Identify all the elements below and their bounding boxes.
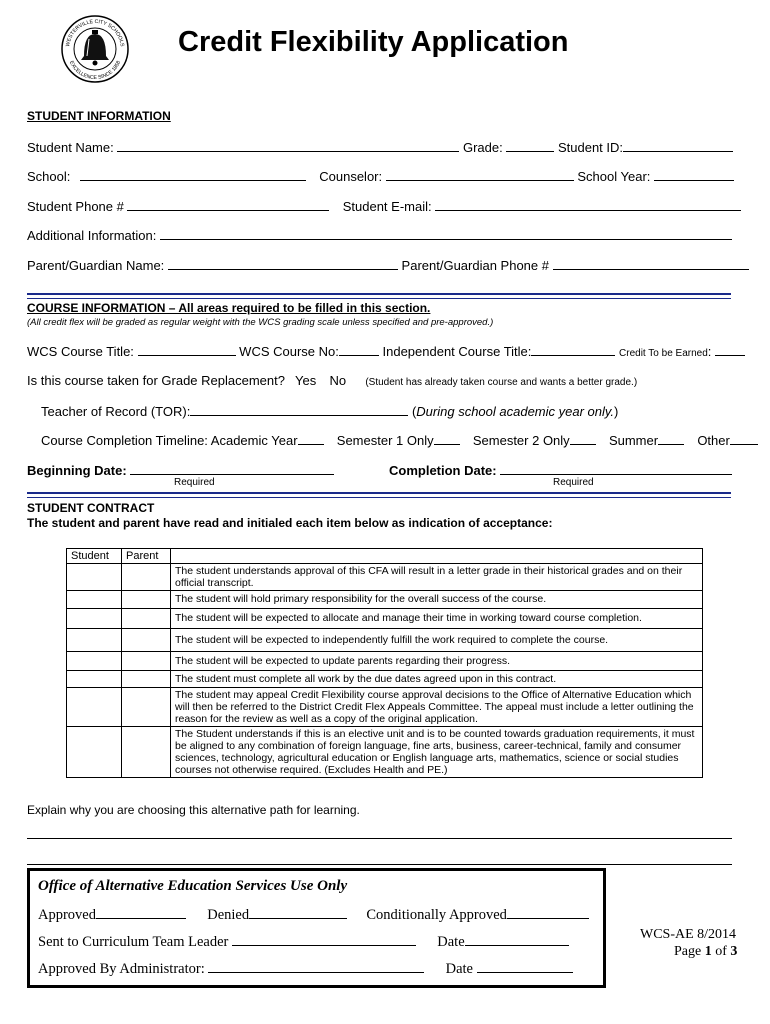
table-row — [67, 727, 703, 778]
tor-label: Teacher of Record (TOR): — [41, 404, 191, 419]
course-title-field[interactable] — [138, 343, 236, 356]
student-name-label: Student Name: — [27, 140, 114, 155]
admin-label: Approved By Administrator: — [38, 961, 205, 977]
student-phone-label: Student Phone # — [27, 199, 124, 214]
parent-initial-cell[interactable] — [122, 688, 171, 727]
student-id-field[interactable] — [623, 139, 733, 152]
parent-initial-cell[interactable] — [122, 629, 171, 652]
col-parent-header: Parent — [122, 549, 171, 564]
col-student-header: Student — [67, 549, 122, 564]
logo-top-text: WESTERVILLE CITY SCHOOLS — [65, 18, 125, 48]
contract-item: The student must complete all work by the due dates agreed upon in this contract. — [171, 671, 703, 688]
replacement-no[interactable]: No — [329, 373, 347, 388]
contract-item: The student will be expected to independently fulfill the work required to complete the course. — [171, 629, 703, 652]
guardian-phone-field[interactable] — [553, 257, 749, 270]
tor-note-close: ) — [614, 404, 619, 419]
sent-field[interactable] — [232, 932, 416, 946]
student-email-label: Student E-mail: — [342, 199, 432, 214]
parent-initial-cell[interactable] — [122, 652, 171, 671]
tor-note: During school academic year only. — [416, 404, 615, 419]
denied-field[interactable] — [249, 905, 347, 919]
school-field[interactable] — [80, 168, 306, 181]
contract-item: The student will be expected to update parents regarding their progress. — [171, 652, 703, 671]
guardian-phone-label: Parent/Guardian Phone # — [401, 258, 549, 273]
replacement-note: (Student has already taken course and wants a better grade.) — [365, 377, 638, 388]
logo-bottom-text: EXCELLENCE SINCE 1858 — [67, 60, 123, 82]
conditional-field[interactable] — [507, 905, 589, 919]
section-divider-2 — [27, 492, 731, 494]
table-row — [67, 629, 703, 652]
student-info-heading: STUDENT INFORMATION — [27, 109, 171, 123]
date2-field[interactable] — [477, 959, 573, 973]
school-year-field[interactable] — [654, 168, 734, 181]
course-info-note: (All credit flex will be graded as regular weight with the WCS grading scale unless specified and pre-approved.) — [27, 317, 494, 328]
student-initial-cell[interactable] — [67, 688, 122, 727]
sent-label: Sent to Curriculum Team Leader — [38, 934, 229, 950]
denied-label: Denied — [207, 907, 250, 923]
table-row — [67, 564, 703, 591]
tor-note-open: ( — [411, 404, 417, 419]
guardian-name-field[interactable] — [168, 257, 398, 270]
summer-field[interactable] — [658, 432, 684, 445]
contract-item: The student will be expected to allocate and manage their time in working toward course completion. — [171, 609, 703, 629]
student-initial-cell[interactable] — [67, 591, 122, 609]
approved-field[interactable] — [96, 905, 186, 919]
credit-label: Credit To be Earned — [619, 348, 708, 359]
tor-field[interactable] — [190, 403, 408, 416]
of-word: of — [715, 944, 727, 959]
semester1-label: Semester 1 Only — [336, 433, 434, 448]
course-info-heading: COURSE INFORMATION – All areas required to be filled in this section. — [27, 301, 431, 315]
timeline-label: Course Completion Timeline: Academic Year — [41, 433, 298, 448]
course-no-label: WCS Course No: — [239, 344, 339, 359]
school-year-label: School Year: — [577, 169, 651, 184]
academic-year-field[interactable] — [298, 432, 324, 445]
additional-info-label: Additional Information: — [27, 228, 157, 243]
admin-field[interactable] — [208, 959, 424, 973]
other-label: Other — [697, 433, 730, 448]
credit-field[interactable] — [715, 343, 745, 356]
section-divider — [27, 293, 731, 295]
table-row — [67, 671, 703, 688]
course-no-field[interactable] — [339, 343, 379, 356]
approved-label: Approved — [38, 907, 96, 923]
student-email-field[interactable] — [435, 198, 741, 211]
page-current: 1 — [704, 944, 712, 959]
parent-initial-cell[interactable] — [122, 591, 171, 609]
section-divider-2-thin — [27, 497, 731, 498]
independent-title-label: Independent Course Title: — [382, 344, 532, 359]
begin-date-required: Required — [174, 477, 215, 488]
section-divider-thin — [27, 298, 731, 299]
semester2-field[interactable] — [570, 432, 596, 445]
school-label: School: — [27, 169, 71, 184]
completion-date-required: Required — [553, 477, 594, 488]
student-initial-cell[interactable] — [67, 629, 122, 652]
date1-label: Date — [437, 934, 465, 950]
course-title-label: WCS Course Title: — [27, 344, 134, 359]
begin-date-label: Beginning Date: — [27, 463, 127, 478]
student-initial-cell[interactable] — [67, 727, 122, 778]
completion-date-label: Completion Date: — [389, 463, 497, 478]
replacement-yes[interactable]: Yes — [294, 373, 317, 388]
additional-info-field[interactable] — [160, 227, 732, 240]
grade-field[interactable] — [506, 139, 554, 152]
credit-colon: : — [707, 344, 712, 359]
summer-label: Summer — [608, 433, 659, 448]
contract-heading: STUDENT CONTRACT — [27, 501, 155, 515]
col-item-header — [171, 549, 703, 564]
conditional-label: Conditionally Approved — [366, 907, 507, 923]
student-phone-field[interactable] — [127, 198, 329, 211]
page-title: Credit Flexibility Application — [178, 26, 569, 58]
guardian-name-label: Parent/Guardian Name: — [27, 258, 165, 273]
contract-item: The student understands approval of this CFA will result in a letter grade in their historical grades and on their official transcript. — [171, 564, 703, 591]
semester2-label: Semester 2 Only — [472, 433, 570, 448]
school-logo — [60, 14, 130, 84]
explain-line-2[interactable] — [27, 864, 732, 865]
parent-initial-cell[interactable] — [122, 727, 171, 778]
student-initial-cell[interactable] — [67, 609, 122, 629]
student-name-field[interactable] — [117, 139, 459, 152]
contract-table — [66, 548, 703, 778]
contract-item: The Student understands if this is an elective unit and is to be counted towards graduation requirements, it must be aligned to any combination of foreign language, fine arts, business, career-technical, family and consumer sciences, technology, agricultural education or English language arts, mathematics, science or social studies courses not otherwise required. (Excludes Health and PE.) — [171, 727, 703, 778]
date2-label: Date — [445, 961, 473, 977]
parent-initial-cell[interactable] — [122, 564, 171, 591]
page-number — [674, 944, 737, 960]
counselor-field[interactable] — [386, 168, 574, 181]
student-initial-cell[interactable] — [67, 652, 122, 671]
completion-date-field[interactable] — [500, 462, 732, 475]
explain-line-1[interactable] — [27, 838, 732, 839]
date1-field[interactable] — [465, 932, 569, 946]
form-id: WCS-AE 8/2014 — [640, 927, 737, 942]
contract-header-row — [67, 549, 703, 564]
table-row — [67, 591, 703, 609]
contract-item: The student may appeal Credit Flexibility course approval decisions to the Office of Alternative Education which will then be referred to the District Credit Flex Appeals Committee. The appeal must include a letter outlining the reason for the review as well as a copy of the original application. — [171, 688, 703, 727]
student-initial-cell[interactable] — [67, 564, 122, 591]
table-row — [67, 609, 703, 629]
counselor-label: Counselor: — [319, 169, 383, 184]
parent-initial-cell[interactable] — [122, 671, 171, 688]
office-heading: Office of Alternative Education Services Use Only — [38, 878, 348, 894]
table-row — [67, 688, 703, 727]
replacement-question: Is this course taken for Grade Replacement? — [27, 373, 285, 388]
begin-date-field[interactable] — [130, 462, 334, 475]
other-field[interactable] — [730, 432, 758, 445]
bell-icon — [60, 14, 130, 84]
parent-initial-cell[interactable] — [122, 609, 171, 629]
page-word: Page — [674, 944, 702, 959]
contract-item: The student will hold primary responsibility for the overall success of the course. — [171, 591, 703, 609]
office-use-box — [27, 868, 606, 988]
student-id-label: Student ID: — [557, 140, 624, 155]
table-row — [67, 652, 703, 671]
explain-prompt: Explain why you are choosing this alternative path for learning. — [27, 803, 360, 817]
semester1-field[interactable] — [434, 432, 460, 445]
contract-subheading: The student and parent have read and initialed each item below as indication of acceptance: — [27, 516, 553, 530]
student-initial-cell[interactable] — [67, 671, 122, 688]
grade-label: Grade: — [462, 140, 503, 155]
page-total: 3 — [730, 944, 738, 959]
independent-title-field[interactable] — [531, 343, 615, 356]
